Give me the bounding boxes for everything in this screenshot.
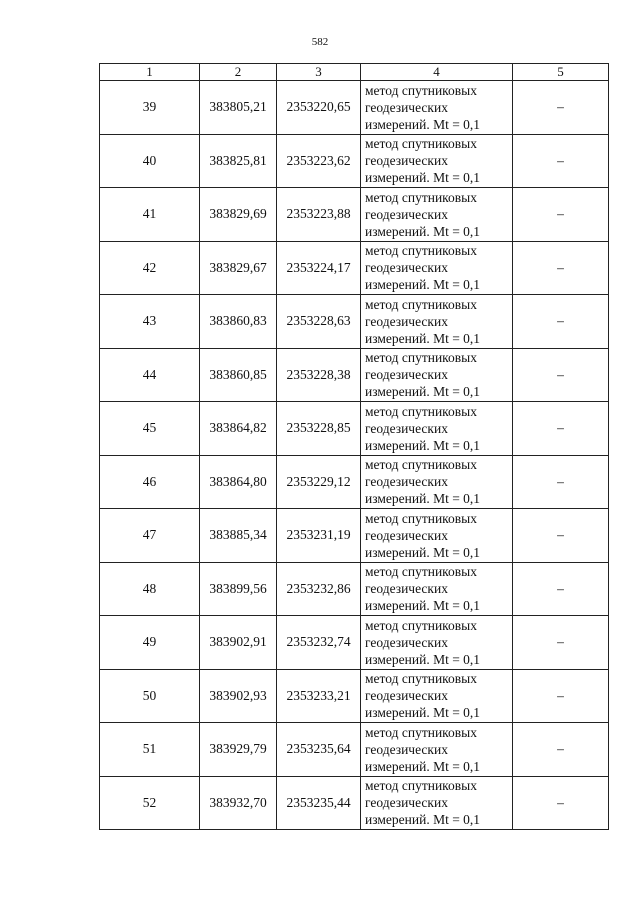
column-header-5: 5 — [513, 64, 609, 81]
table-row — [100, 455, 609, 509]
method-line: метод спутниковых — [365, 243, 477, 259]
coordinate-y-cell: 2353228,38 — [277, 348, 361, 402]
note-cell: – — [513, 348, 609, 402]
note-cell: – — [513, 402, 609, 456]
note-cell: – — [513, 509, 609, 563]
method-line: метод спутниковых — [365, 136, 477, 152]
coordinate-x-cell: 383825,81 — [200, 134, 277, 188]
method-line: измерений. Mt = 0,1 — [365, 437, 481, 453]
method-line: геодезических — [365, 260, 448, 276]
method-cell — [361, 455, 513, 509]
method-line: метод спутниковых — [365, 778, 477, 794]
page-number: 582 — [311, 36, 329, 48]
method-cell — [361, 562, 513, 616]
table-row — [100, 81, 609, 135]
method-cell — [361, 134, 513, 188]
method-line: измерений. Mt = 0,1 — [365, 758, 481, 774]
table-row — [100, 348, 609, 402]
table-row — [100, 402, 609, 456]
method-line: измерений. Mt = 0,1 — [365, 812, 481, 828]
table-header-row — [100, 64, 609, 81]
coordinate-x-cell: 383902,93 — [200, 669, 277, 723]
coordinate-y-cell: 2353228,63 — [277, 295, 361, 349]
coordinate-x-cell: 383829,69 — [200, 188, 277, 242]
method-cell — [361, 295, 513, 349]
table-row — [100, 509, 609, 563]
table-row — [100, 562, 609, 616]
method-line: измерений. Mt = 0,1 — [365, 223, 481, 239]
column-header-3: 3 — [277, 64, 361, 81]
coordinate-x-cell: 383899,56 — [200, 562, 277, 616]
coordinate-y-cell: 2353232,74 — [277, 616, 361, 670]
coordinate-x-cell: 383860,83 — [200, 295, 277, 349]
coordinate-y-cell: 2353232,86 — [277, 562, 361, 616]
method-line: геодезических — [365, 313, 448, 329]
point-number-cell: 39 — [100, 81, 200, 135]
point-number-cell: 44 — [100, 348, 200, 402]
method-line: метод спутниковых — [365, 350, 477, 366]
method-line: измерений. Mt = 0,1 — [365, 651, 481, 667]
method-line: измерений. Mt = 0,1 — [365, 330, 481, 346]
coordinate-y-cell: 2353223,88 — [277, 188, 361, 242]
note-cell: – — [513, 562, 609, 616]
point-number-cell: 49 — [100, 616, 200, 670]
method-line: метод спутниковых — [365, 82, 477, 98]
coordinate-y-cell: 2353231,19 — [277, 509, 361, 563]
method-line: геодезических — [365, 99, 448, 115]
coordinate-x-cell: 383902,91 — [200, 616, 277, 670]
method-line: метод спутниковых — [365, 403, 477, 419]
method-cell — [361, 402, 513, 456]
method-line: измерений. Mt = 0,1 — [365, 544, 481, 560]
method-line: геодезических — [365, 527, 448, 543]
coordinate-x-cell: 383929,79 — [200, 723, 277, 777]
column-header-1: 1 — [100, 64, 200, 81]
coordinate-x-cell: 383860,85 — [200, 348, 277, 402]
method-line: измерений. Mt = 0,1 — [365, 170, 481, 186]
coordinate-y-cell: 2353233,21 — [277, 669, 361, 723]
method-cell — [361, 776, 513, 830]
note-cell: – — [513, 241, 609, 295]
method-cell — [361, 723, 513, 777]
method-line: метод спутниковых — [365, 189, 477, 205]
method-line: метод спутниковых — [365, 296, 477, 312]
method-line: метод спутниковых — [365, 724, 477, 740]
coordinate-y-cell: 2353220,65 — [277, 81, 361, 135]
coordinate-y-cell: 2353235,64 — [277, 723, 361, 777]
point-number-cell: 42 — [100, 241, 200, 295]
method-line: геодезических — [365, 420, 448, 436]
coordinate-x-cell: 383864,82 — [200, 402, 277, 456]
coordinate-x-cell: 383864,80 — [200, 455, 277, 509]
method-line: геодезических — [365, 474, 448, 490]
table-row — [100, 723, 609, 777]
coordinate-y-cell: 2353223,62 — [277, 134, 361, 188]
coordinate-x-cell: 383932,70 — [200, 776, 277, 830]
point-number-cell: 52 — [100, 776, 200, 830]
point-number-cell: 48 — [100, 562, 200, 616]
method-cell — [361, 348, 513, 402]
note-cell: – — [513, 295, 609, 349]
note-cell: – — [513, 188, 609, 242]
coordinate-y-cell: 2353228,85 — [277, 402, 361, 456]
note-cell: – — [513, 776, 609, 830]
note-cell: – — [513, 81, 609, 135]
method-line: геодезических — [365, 206, 448, 222]
table-row — [100, 188, 609, 242]
point-number-cell: 41 — [100, 188, 200, 242]
method-line: метод спутниковых — [365, 617, 477, 633]
table-row — [100, 616, 609, 670]
table-row — [100, 241, 609, 295]
note-cell: – — [513, 616, 609, 670]
coordinate-x-cell: 383885,34 — [200, 509, 277, 563]
coordinates-table — [99, 63, 609, 830]
method-line: метод спутниковых — [365, 564, 477, 580]
method-cell — [361, 509, 513, 563]
method-line: геодезических — [365, 795, 448, 811]
note-cell: – — [513, 134, 609, 188]
table-row — [100, 134, 609, 188]
coordinate-y-cell: 2353235,44 — [277, 776, 361, 830]
table-row — [100, 776, 609, 830]
coordinate-x-cell: 383829,67 — [200, 241, 277, 295]
method-line: геодезических — [365, 367, 448, 383]
coordinate-y-cell: 2353224,17 — [277, 241, 361, 295]
method-line: метод спутниковых — [365, 457, 477, 473]
method-line: измерений. Mt = 0,1 — [365, 705, 481, 721]
method-cell — [361, 188, 513, 242]
method-line: метод спутниковых — [365, 671, 477, 687]
note-cell: – — [513, 669, 609, 723]
note-cell: – — [513, 723, 609, 777]
note-cell: – — [513, 455, 609, 509]
method-line: метод спутниковых — [365, 510, 477, 526]
table-row — [100, 295, 609, 349]
point-number-cell: 47 — [100, 509, 200, 563]
method-cell — [361, 241, 513, 295]
column-header-2: 2 — [200, 64, 277, 81]
point-number-cell: 51 — [100, 723, 200, 777]
table-body — [100, 81, 609, 830]
table-row — [100, 669, 609, 723]
method-line: измерений. Mt = 0,1 — [365, 116, 481, 132]
method-cell — [361, 669, 513, 723]
method-line: измерений. Mt = 0,1 — [365, 598, 481, 614]
coordinate-x-cell: 383805,21 — [200, 81, 277, 135]
method-line: геодезических — [365, 688, 448, 704]
method-line: измерений. Mt = 0,1 — [365, 491, 481, 507]
column-header-4: 4 — [361, 64, 513, 81]
method-line: геодезических — [365, 634, 448, 650]
coordinate-y-cell: 2353229,12 — [277, 455, 361, 509]
method-line: измерений. Mt = 0,1 — [365, 277, 481, 293]
method-cell — [361, 81, 513, 135]
method-line: измерений. Mt = 0,1 — [365, 384, 481, 400]
method-cell — [361, 616, 513, 670]
point-number-cell: 46 — [100, 455, 200, 509]
point-number-cell: 50 — [100, 669, 200, 723]
point-number-cell: 45 — [100, 402, 200, 456]
point-number-cell: 40 — [100, 134, 200, 188]
method-line: геодезических — [365, 741, 448, 757]
method-line: геодезических — [365, 153, 448, 169]
method-line: геодезических — [365, 581, 448, 597]
point-number-cell: 43 — [100, 295, 200, 349]
